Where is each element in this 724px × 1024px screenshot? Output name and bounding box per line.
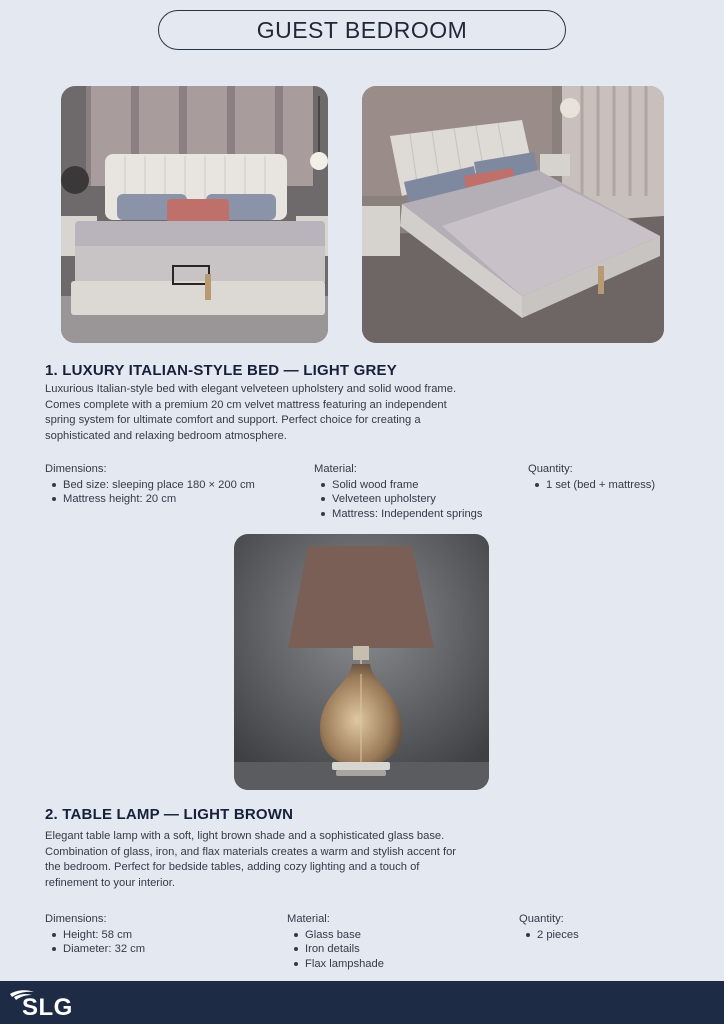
material-label: Material: xyxy=(314,463,357,475)
bed-photo-angle xyxy=(362,86,664,343)
quantity-label: Quantity: xyxy=(519,913,564,925)
footer-bar xyxy=(0,981,724,1024)
item-2-material xyxy=(287,912,487,971)
item-1-dimensions xyxy=(45,462,305,507)
material-label: Material: xyxy=(287,913,330,925)
list-item: Height: 58 cm xyxy=(52,928,245,943)
item-1-heading: 1. LUXURY ITALIAN-STYLE BED — LIGHT GREY xyxy=(45,362,397,379)
list-item: Glass base xyxy=(294,928,487,943)
list-item: 2 pieces xyxy=(526,928,669,943)
quantity-label: Quantity: xyxy=(528,463,573,475)
list-item: Iron details xyxy=(294,942,487,957)
list-item: Velveteen upholstery xyxy=(321,492,514,507)
list-item: Solid wood frame xyxy=(321,478,514,493)
lamp-photo xyxy=(234,534,489,790)
bed-photo-front xyxy=(61,86,328,343)
page-title: GUEST BEDROOM xyxy=(158,10,566,50)
slg-logo-text[interactable]: SLG xyxy=(22,994,73,1021)
item-2-quantity xyxy=(519,912,669,942)
list-item: Mattress: Independent springs xyxy=(321,507,514,522)
item-1-material xyxy=(314,462,514,521)
list-item: Mattress height: 20 cm xyxy=(52,492,305,507)
item-1-quantity xyxy=(528,462,678,492)
item-2-dimensions xyxy=(45,912,245,957)
dimensions-label: Dimensions: xyxy=(45,463,107,475)
item-1-description: Luxurious Italian-style bed with elegant velveteen upholstery and solid wood frame. Comes complete with a premium 20 cm velvet mattress featuring an independent spring system for ultimate comfort and support. Perfect choice for creating a sophisticated and relaxing bedroom atmosphere. xyxy=(45,383,457,442)
list-item: Bed size: sleeping place 180 × 200 cm xyxy=(52,478,305,493)
list-item: Flax lampshade xyxy=(294,957,487,972)
list-item: Diameter: 32 cm xyxy=(52,942,245,957)
item-2-description: Elegant table lamp with a soft, light brown shade and a sophisticated glass base. Combination of glass, iron, and flax materials creates a warm and stylish accent for the bedroom. Perfect for bedside tables, adding cozy lighting and a touch of refinement to your interior. xyxy=(45,830,457,889)
dimensions-label: Dimensions: xyxy=(45,913,107,925)
list-item: 1 set (bed + mattress) xyxy=(535,478,678,493)
item-2-heading: 2. TABLE LAMP — LIGHT BROWN xyxy=(45,806,294,823)
